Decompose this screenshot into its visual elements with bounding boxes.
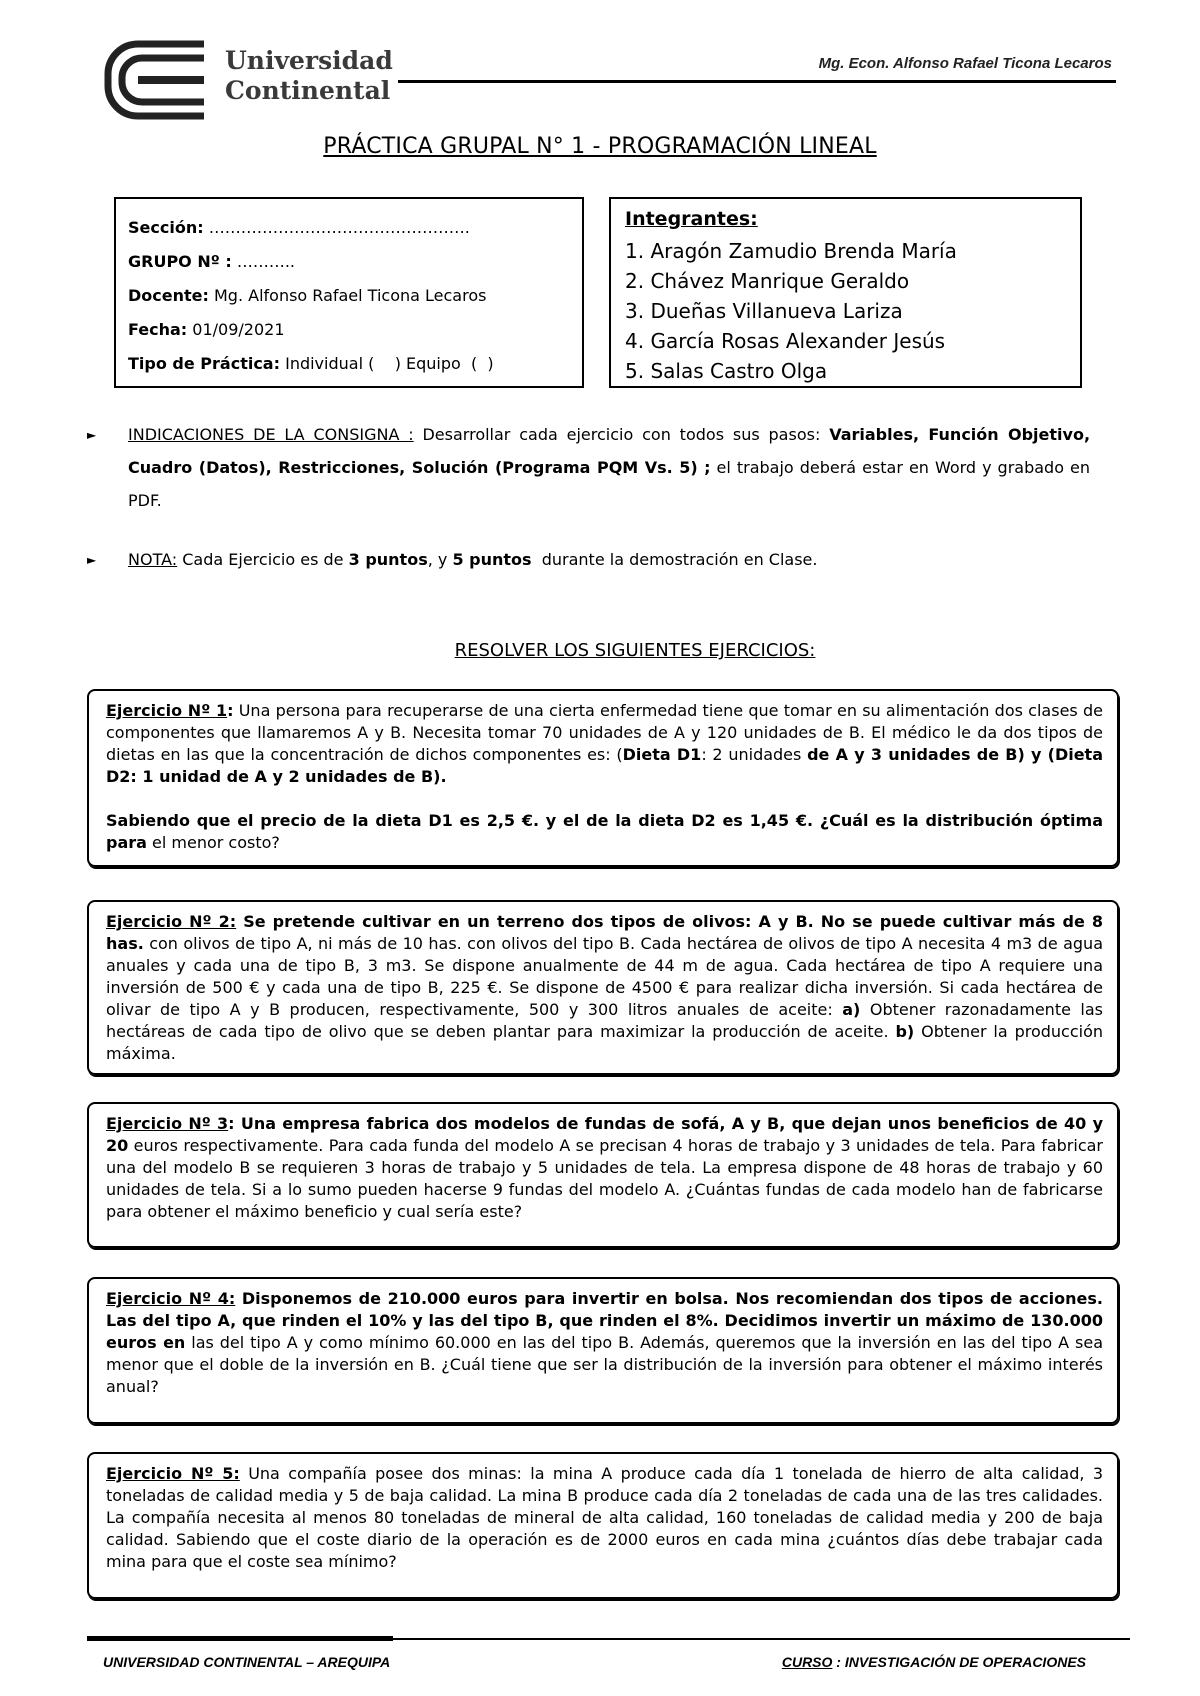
member-item: 4. García Rosas Alexander Jesús [625,329,946,353]
footer-university: UNIVERSIDAD CONTINENTAL – AREQUIPA [103,1654,391,1670]
author-name: Mg. Econ. Alfonso Rafael Ticona Lecaros [818,55,1112,72]
member-item: 2. Chávez Manrique Geraldo [625,269,910,293]
grupo-row: GRUPO Nº : ……….. [128,252,295,271]
footer-divider-thick [87,1636,393,1641]
exercise-2-box: Ejercicio Nº 2: Se pretende cultivar en un terreno dos tipos de olivos: A y B. No se puede cultivar más de 8 has. con olivos de tipo A, ni más de 10 has. con olivos del tipo B. Cada hectárea de olivos de tipo A necesita 4 m3 de agua anuales y cada una de tipo B, 3 m3. Se dispone anualmente de 44 m de agua. Cada hectárea de tipo A requiere una inversión de 500 € y cada una de tipo B, 225 €. Se dispone de 4500 € para realizar dicha inversión. Si cada hectárea de olivar de tipo A y B producen, respectivamente, 500 y 300 litros anuales de aceite: a) Obtener razonadamente las hectáreas de cada tipo de olivo que se deben plantar para maximizar la producción de aceite. b) Obtener la producción máxima. [87,900,1119,1075]
exercise-5-box: Ejercicio Nº 5: Una compañía posee dos minas: la mina A produce cada día 1 tonelada de hierro de alta calidad, 3 toneladas de calidad media y 5 de baja calidad. La mina B produce cada día 2 toneladas de cada una de las tres calidades. La compañía necesita al menos 80 toneladas de mineral de alta calidad, 160 toneladas de calidad media y 200 de baja calidad. Sabiendo que el coste diario de la operación es de 2000 euros en cada mina ¿cuántos días debe trabajar cada mina para que el coste sea mínimo? [87,1452,1119,1599]
integrantes-box [609,197,1082,388]
footer-course: CURSO : INVESTIGACIÓN DE OPERACIONES [781,1654,1086,1670]
bullet-icon: ► [87,553,97,567]
page-title: PRÁCTICA GRUPAL N° 1 - PROGRAMACIÓN LINEAL [323,134,877,159]
seccion-row: Sección: …………………………………………. [128,218,470,237]
member-item: 3. Dueñas Villanueva Lariza [625,299,903,323]
nota-paragraph: NOTA: Cada Ejercicio es de 3 puntos, y 5 puntos durante la demostración en Clase. [128,550,818,569]
header-divider [398,80,1116,83]
integrantes-heading: Integrantes: [625,208,758,230]
indicaciones-paragraph: INDICACIONES DE LA CONSIGNA : Desarrollar cada ejercicio con todos sus pasos: Variables, Función Objetivo, Cuadro (Datos), Restricciones, Solución (Programa PQM Vs. 5) ; el trabajo deberá estar en Word y grabado en PDF. [128,425,1091,510]
exercise-4-box: Ejercicio Nº 4: Disponemos de 210.000 euros para invertir en bolsa. Nos recomiendan dos tipos de acciones. Las del tipo A, que rinden el 10% y las del tipo B, que rinden el 8%. Decidimos invertir un máximo de 130.000 euros en las del tipo A y como mínimo 60.000 en las del tipo B. Además, queremos que la inversión en las del tipo A sea menor que el doble de la inversión en B. ¿Cuál tiene que ser la distribución de la inversión para obtener el máximo interés anual? [87,1277,1119,1424]
tipo-practica-row: Tipo de Práctica: Individual ( ) Equipo ( ) [128,354,494,373]
bullet-icon: ► [87,428,97,442]
university-logo-icon [104,40,208,120]
section-info-box [114,197,584,388]
member-item: 5. Salas Castro Olga [625,359,828,383]
docente-row: Docente: Mg. Alfonso Rafael Ticona Lecaros [128,286,487,305]
resolver-heading: RESOLVER LOS SIGUIENTES EJERCICIOS: [454,640,816,661]
exercise-1-box: Ejercicio Nº 1: Una persona para recuperarse de una cierta enfermedad tiene que tomar en su alimentación dos clases de componentes que llamaremos A y B. Necesita tomar 70 unidades de A y 120 unidades de B. El médico le da dos tipos de dietas en las que la concentración de dichos componentes es: (Dieta D1: 2 unidades de A y 3 unidades de B) y (Dieta D2: 1 unidad de A y 2 unidades de B). Sabiendo que el precio de la dieta D1 es 2,5 €. y el de la dieta D2 es 1,45 €. ¿Cuál es la distribución óptima para el menor costo? [87,689,1119,867]
exercise-3-box: Ejercicio Nº 3: Una empresa fabrica dos modelos de fundas de sofá, A y B, que dejan unos beneficios de 40 y 20 euros respectivamente. Para cada funda del modelo A se precisan 4 horas de trabajo y 3 unidades de tela. Para fabricar una del modelo B se requieren 3 horas de trabajo y 5 unidades de tela. La empresa dispone de 48 horas de trabajo y 60 unidades de tela. Si a lo sumo pueden hacerse 9 fundas del modelo A. ¿Cuántas fundas de cada modelo han de fabricarse para obtener el máximo beneficio y cual sería este? [87,1102,1119,1248]
fecha-row: Fecha: 01/09/2021 [128,320,285,339]
member-item: 1. Aragón Zamudio Brenda María [625,239,957,263]
university-name: Universidad Continental [225,46,393,105]
